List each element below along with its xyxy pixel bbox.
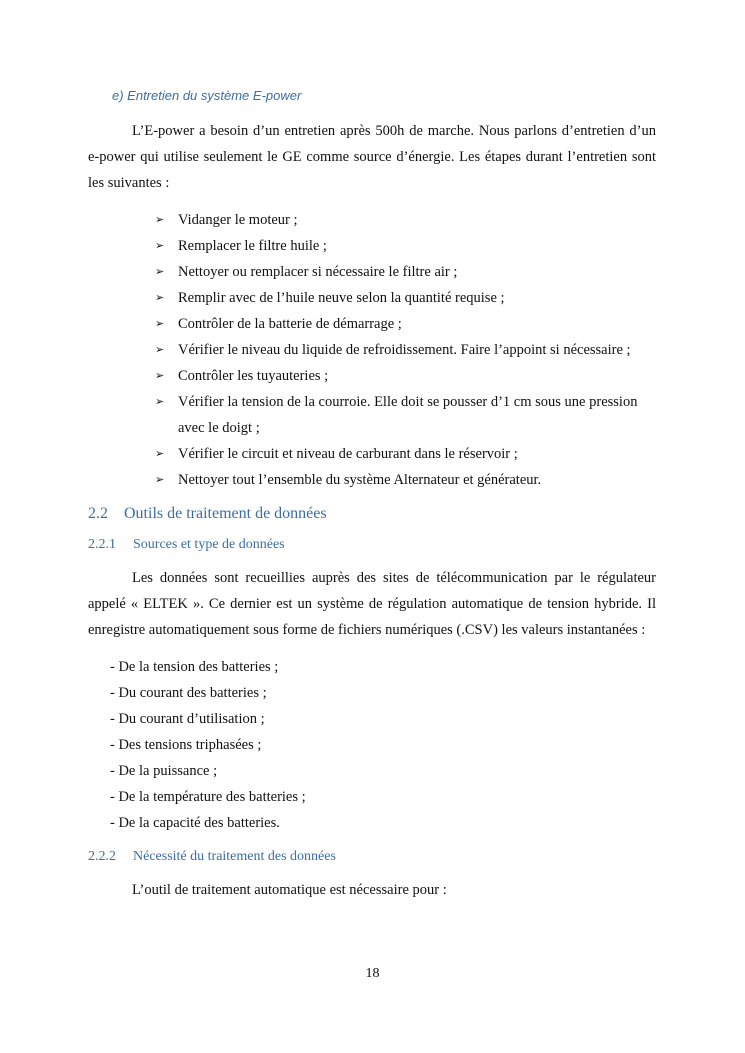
list-item: - De la puissance ; <box>110 763 218 779</box>
list-item: - De la capacité des batteries. <box>110 815 280 831</box>
section-2-2-1-heading <box>88 537 285 553</box>
list-item: ➢ Vidanger le moteur ; <box>155 207 660 233</box>
arrow-bullet-icon: ➢ <box>155 474 165 486</box>
processing-need-paragraph <box>88 877 656 903</box>
section-title: Outils de traitement de données <box>124 505 327 522</box>
list-item: ➢ Nettoyer tout l’ensemble du système Alternateur et générateur. <box>155 467 660 493</box>
arrow-bullet-icon: ➢ <box>155 370 165 382</box>
section-number: 2.2.1 <box>88 537 116 552</box>
list-item: ➢ Remplacer le filtre huile ; <box>155 233 660 259</box>
list-item: - De la température des batteries ; <box>110 789 306 805</box>
page-number: 18 <box>365 966 380 981</box>
arrow-bullet-icon: ➢ <box>155 214 165 226</box>
arrow-bullet-icon: ➢ <box>155 448 165 460</box>
list-item: ➢ Contrôler de la batterie de démarrage ; <box>155 311 660 337</box>
list-item: - Du courant des batteries ; <box>110 685 267 701</box>
section-2-2-heading <box>88 505 327 523</box>
section-number: 2.2 <box>88 505 108 522</box>
arrow-bullet-icon: ➢ <box>155 318 165 330</box>
list-item: - Des tensions triphasées ; <box>110 737 262 753</box>
list-item: ➢ Vérifier le circuit et niveau de carburant dans le réservoir ; <box>155 441 660 467</box>
section-title: Sources et type de données <box>133 537 285 552</box>
section-title: Nécessité du traitement des données <box>133 849 336 864</box>
arrow-bullet-icon: ➢ <box>155 396 165 408</box>
arrow-bullet-icon: ➢ <box>155 266 165 278</box>
maintenance-intro-paragraph <box>88 118 656 196</box>
maintenance-steps-list <box>155 207 660 493</box>
arrow-bullet-icon: ➢ <box>155 240 165 252</box>
list-item: ➢ Vérifier le niveau du liquide de refroidissement. Faire l’appoint si nécessaire ; <box>155 337 660 363</box>
list-item: - De la tension des batteries ; <box>110 659 279 675</box>
list-item: - Du courant d’utilisation ; <box>110 711 265 727</box>
arrow-bullet-icon: ➢ <box>155 292 165 304</box>
data-sources-text: Les données sont recueillies auprès des sites de télécommunication par le régulateur appelé « ELTEK ». Ce dernier est un système de régulation automatique de tension hybride. Il enregistre automatiquement sous forme de fichiers numériques (.CSV) les valeurs instantanées : <box>88 570 656 638</box>
arrow-bullet-icon: ➢ <box>155 344 165 356</box>
section-e-heading: e) Entretien du système E-power <box>112 88 302 103</box>
recorded-values-list <box>110 654 306 836</box>
data-sources-paragraph <box>88 565 656 643</box>
section-2-2-2-heading <box>88 849 336 865</box>
maintenance-intro-text: L’E-power a besoin d’un entretien après 500h de marche. Nous parlons d’entretien d’un e-power qui utilise seulement le GE comme source d’énergie. Les étapes durant l’entretien sont les suivantes : <box>88 123 656 191</box>
processing-need-text: L’outil de traitement automatique est nécessaire pour : <box>132 882 447 898</box>
list-item: ➢ Contrôler les tuyauteries ; <box>155 363 660 389</box>
section-number: 2.2.2 <box>88 849 116 864</box>
list-item: ➢ Vérifier la tension de la courroie. Elle doit se pousser d’1 cm sous une pression avec le doigt ; <box>155 389 660 441</box>
list-item: ➢ Nettoyer ou remplacer si nécessaire le filtre air ; <box>155 259 660 285</box>
list-item: ➢ Remplir avec de l’huile neuve selon la quantité requise ; <box>155 285 660 311</box>
